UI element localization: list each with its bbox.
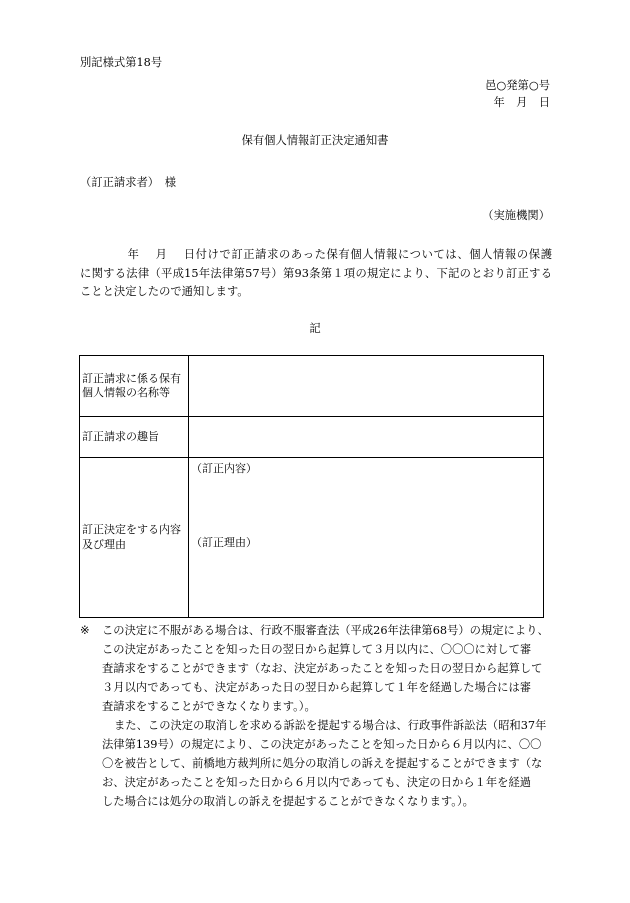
body-paragraph — [80, 246, 552, 302]
note-line: 査請求をすることができなくなります。）。 — [102, 699, 316, 713]
body-line: 年 月 日付けで訂正請求のあった保有個人情報については、個人情報の保護 — [80, 248, 552, 261]
row2-label — [80, 417, 189, 458]
note-line — [80, 622, 556, 641]
note-line: お、決定があったことを知った日から６月以内であっても、決定の日から１年を経過 — [102, 775, 532, 789]
info-table — [79, 355, 544, 618]
note-line: 法律第139号）の規定により、この決定があったことを知った日から６月以内に、〇〇 — [102, 737, 542, 751]
row3-label-line2: 及び理由 — [82, 537, 126, 551]
document-date: 年 月 日 — [493, 96, 550, 109]
note-line: ３月以内であっても、決定があった日の翌日から起算して１年を経過した場合には審 — [102, 680, 532, 694]
body-line: ことと決定したので通知します。 — [80, 285, 249, 299]
requester-name: （訂正請求者） 様 — [80, 176, 177, 189]
correction-content-label: （訂正内容） — [191, 462, 257, 475]
row3-label — [80, 458, 189, 618]
row1-label — [80, 356, 189, 417]
row1-value — [189, 356, 544, 417]
table-row — [80, 458, 544, 618]
row3-label-line1: 訂正決定をする内容 — [82, 523, 181, 537]
note-line: 〇を被告として、前橋地方裁判所に処分の取消しの訴えを提起することができます（な — [102, 756, 543, 770]
notes-section — [80, 622, 556, 812]
table-row — [80, 417, 544, 458]
correction-reason-label: （訂正理由） — [191, 536, 257, 549]
row1-label-line2: 個人情報の名称等 — [82, 386, 170, 399]
body-line: に関する法律（平成15年法律第57号）第93条第１項の規定により、下記のとおり訂正する — [80, 266, 552, 280]
form-number: 別記様式第18号 — [80, 56, 163, 69]
row1-label-line1: 訂正請求に係る保有 — [82, 371, 181, 385]
row2-label-text: 訂正請求の趣旨 — [82, 429, 159, 443]
page-title: 保有個人情報訂正決定通知書 — [241, 134, 389, 147]
note-line: 査請求をすることができます（なお、決定があったことを知った日の翌日から起算して — [102, 661, 543, 675]
note-mark: ※ — [80, 624, 90, 637]
row3-value — [189, 458, 544, 618]
note-line: この決定があったことを知った日の翌日から起算して３月以内に、〇〇〇に対して審 — [102, 642, 532, 656]
ki-heading: 記 — [309, 322, 321, 335]
note-text: この決定に不服がある場合は、行政不服審査法（平成26年法律第68号）の規定により、 — [102, 624, 549, 637]
document-number: 邑○発第○号 — [485, 79, 550, 92]
row2-value — [189, 417, 544, 458]
table-row — [80, 356, 544, 417]
agency-name: （実施機関） — [482, 209, 550, 222]
note-line: した場合には処分の取消しの訴えを提起することができなくなります。）。 — [102, 794, 474, 808]
note-line: また、この決定の取消しを求める訴訟を提起する場合は、行政事件訴訟法（昭和37年 — [114, 718, 547, 732]
